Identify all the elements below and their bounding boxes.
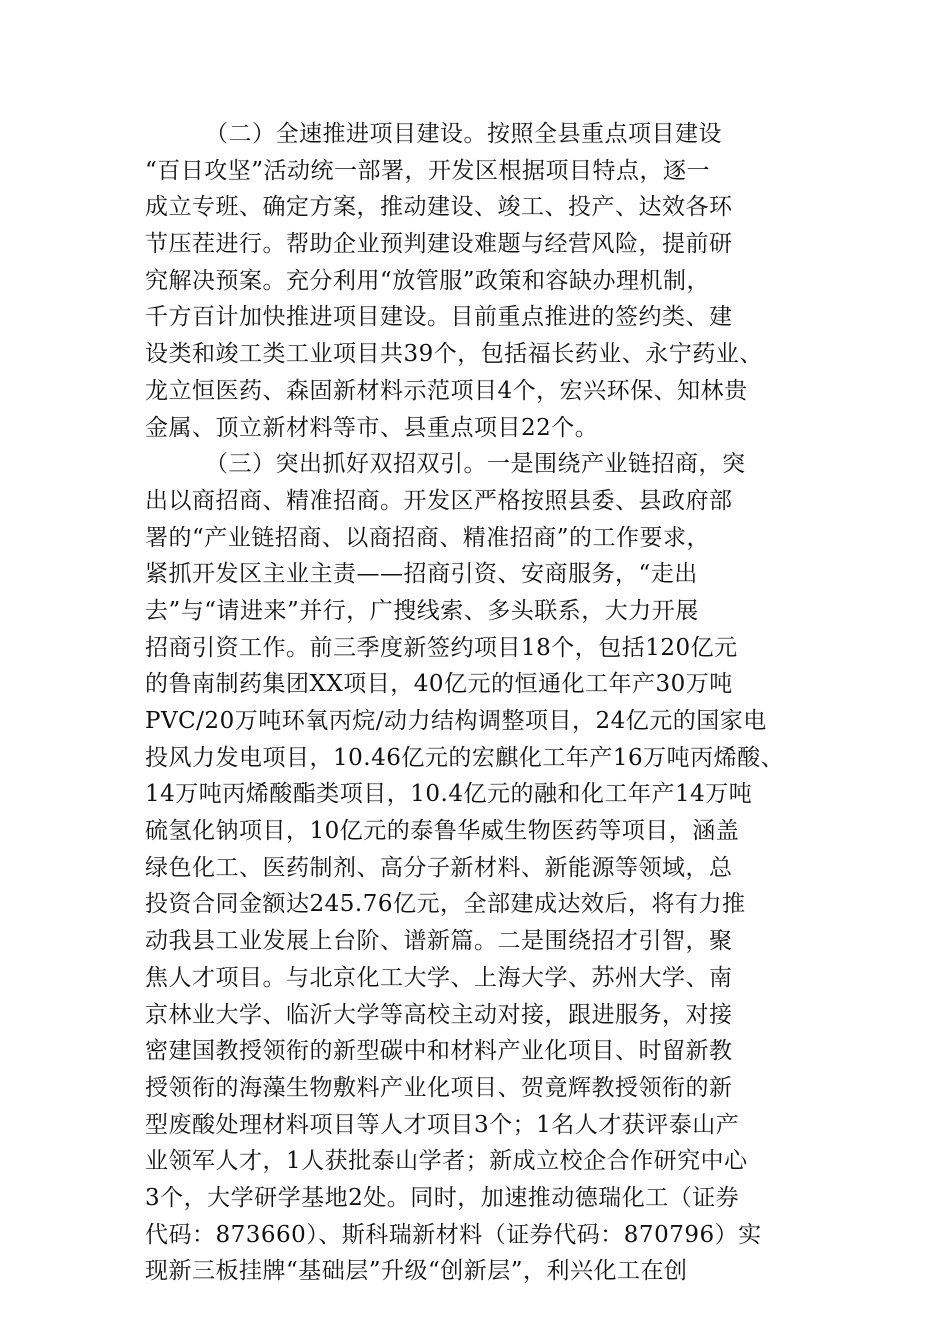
text-line: 龙立恒医药、森固新材料示范项目4个，宏兴环保、知林贵 xyxy=(145,377,748,404)
text-line: 投风力发电项目，10.46亿元的宏麒化工年产16万吨丙烯酸、 xyxy=(145,744,785,771)
text-line: 投资合同金额达245.76亿元，全部建成达效后，将有力推 xyxy=(145,891,746,918)
text-line: 的鲁南制药集团XX项目，40亿元的恒通化工年产30万吨 xyxy=(145,671,733,698)
text-line: 密建国教授领衔的新型碳中和材料产业化项目、时留新教 xyxy=(145,1038,733,1065)
text-line: 究解决预案。充分利用“放管服”政策和容缺办理机制， xyxy=(145,267,711,294)
paragraph-2-heading-line: （二）全速推进项目建设。按照全县重点项目建设 xyxy=(205,121,722,147)
text-line: 招商引资工作。前三季度新签约项目18个，包括120亿元 xyxy=(145,634,738,661)
text-line: 业领军人才，1人获批泰山学者；新成立校企合作研究中心 xyxy=(145,1148,748,1175)
text-line: 紧抓开发区主业主责——招商引资、安商服务，“走出 xyxy=(145,561,698,588)
text-line: 现新三板挂牌“基础层”升级“创新层”，利兴化工在创 xyxy=(145,1258,688,1285)
text-line: 金属、顶立新材料等市、县重点项目22个。 xyxy=(145,414,599,441)
text-line: 型废酸处理材料项目等人才项目3个；1名人才获评泰山产 xyxy=(145,1111,740,1138)
text-line: 署的“产业链招商、以商招商、精准招商”的工作要求， xyxy=(145,524,711,551)
text-line: 千方百计加快推进项目建设。目前重点推进的签约类、建 xyxy=(145,304,733,331)
text-line: 去”与“请进来”并行，广搜线索、多头联系，大力开展 xyxy=(145,597,699,624)
body-text xyxy=(145,116,825,1290)
paragraph-3-heading-line: （三）突出抓好双招双引。一是围绕产业链招商，突 xyxy=(205,451,746,478)
text-line: 授领衔的海藻生物敷料产业化项目、贺竟辉教授领衔的新 xyxy=(145,1074,733,1101)
text-line: 出以商招商、精准招商。开发区严格按照县委、县政府部 xyxy=(145,487,733,514)
text-line: 代码：873660）、斯科瑞新材料（证券代码：870796）实 xyxy=(145,1221,762,1248)
text-line: 节压茬进行。帮助企业预判建设难题与经营风险，提前研 xyxy=(145,231,733,258)
text-line: PVC/20万吨环氧丙烷/动力结构调整项目，24亿元的国家电 xyxy=(145,708,767,734)
text-line: 动我县工业发展上台阶、谱新篇。二是围绕招才引智，聚 xyxy=(145,928,733,955)
text-line: 硫氢化钠项目，10亿元的泰鲁华威生物医药等项目，涵盖 xyxy=(145,818,740,845)
text-line: 焦人才项目。与北京化工大学、上海大学、苏州大学、南 xyxy=(145,964,733,991)
text-line: 14万吨丙烯酸酯类项目，10.4亿元的融和化工年产14万吨 xyxy=(145,781,753,808)
text-line: 成立专班、确定方案，推动建设、竣工、投产、达效各环 xyxy=(145,194,733,221)
text-line: 设类和竣工类工业项目共39个，包括福长药业、永宁药业、 xyxy=(145,341,763,368)
text-line: 绿色化工、医药制剂、高分子新材料、新能源等领域，总 xyxy=(145,854,733,881)
text-line: 京林业大学、临沂大学等高校主动对接，跟进服务，对接 xyxy=(145,1001,733,1028)
text-line: 3个，大学研学基地2处。同时，加速推动德瑞化工（证券 xyxy=(145,1184,740,1211)
text-line: “百日攻坚”活动统一部署，开发区根据项目特点，逐一 xyxy=(145,157,711,184)
